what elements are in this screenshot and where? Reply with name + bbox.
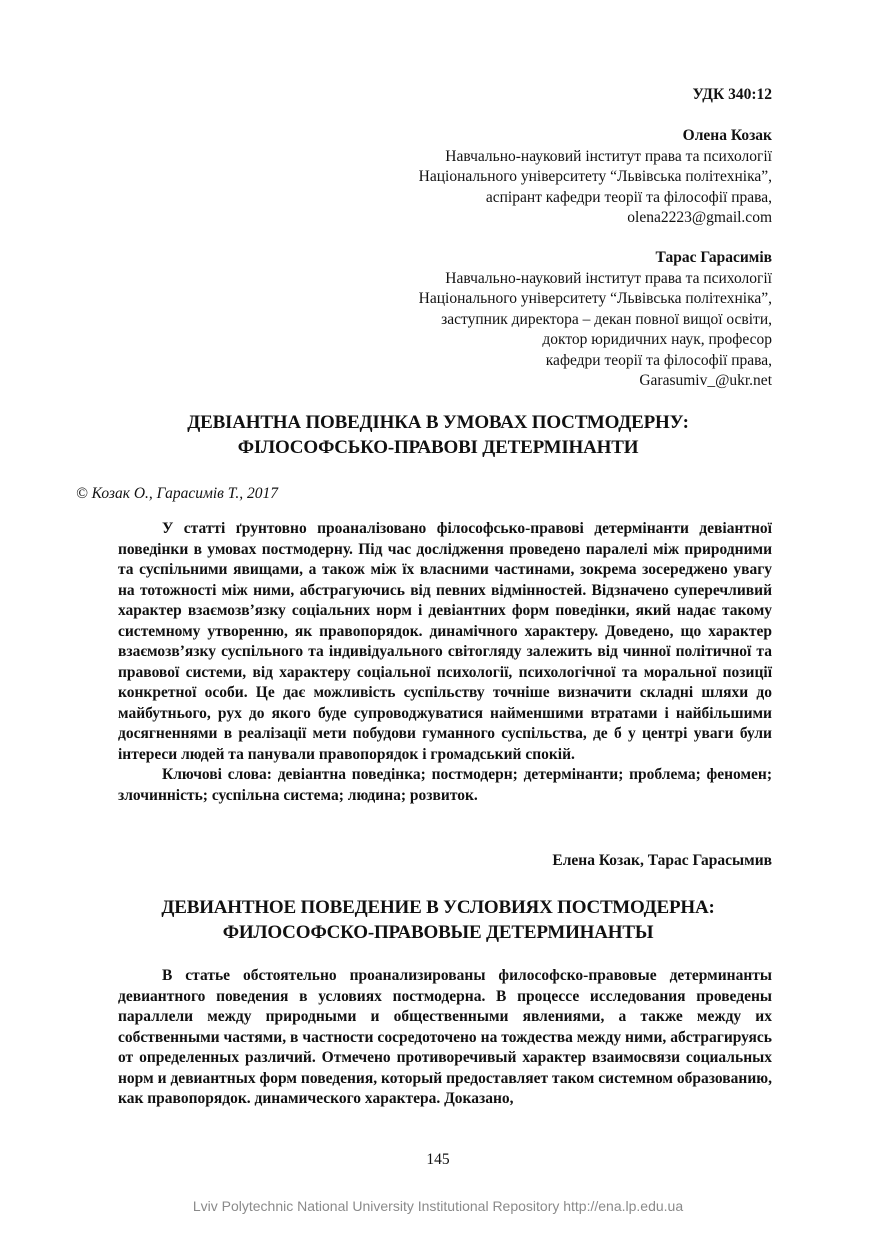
author-name: Тарас Гарасимів xyxy=(655,249,772,266)
title-line: ДЕВІАНТНА ПОВЕДІНКА В УМОВАХ ПОСТМОДЕРНУ: xyxy=(187,412,689,433)
title-line: ФІЛОСОФСЬКО-ПРАВОВІ ДЕТЕРМІНАНТИ xyxy=(237,437,639,458)
repository-footer: Lviv Polytechnic National University Institutional Repository http://ena.lp.edu.ua xyxy=(192,1198,684,1214)
page-number: 145 xyxy=(426,1151,450,1168)
author-affiliation-line: Національного університету “Львівська політехніка”, xyxy=(418,168,772,185)
author-affiliation-line: Навчально-науковий інститут права та психології xyxy=(445,269,772,287)
author-affiliation-line: Національного університету “Львівська політехніка”, xyxy=(418,290,772,307)
author-position-line: заступник директора – декан повної вищої освіти, xyxy=(441,310,772,328)
authors-ru: Елена Козак, Тарас Гарасымив xyxy=(552,852,772,869)
author-block-1 xyxy=(419,126,772,229)
keywords: Ключові слова: девіантна поведінка; постмодерн; детермінанти; проблема; феномен; злочинність; суспільна система; людина; розвиток. xyxy=(118,766,772,804)
title-line: ФИЛОСОФСКО-ПРАВОВЫЕ ДЕТЕРМИНАНТЫ xyxy=(222,922,654,943)
abstract-text: В статье обстоятельно проанализированы философско-правовые детерминанты девиантного поведения в условиях постмодерна. В процессе исследования проведены параллели между природными и общественными явлениями, а также между их собственными частями, в частности сосредоточено на тождества между ними, абстрагируясь от определенных различий. Отмечено противоречивый характер взаимосвязи социальных норм и девиантных форм поведения, который предоставляет таком системном образованию, как правопорядок. динамического характера. Доказано, xyxy=(118,967,772,1107)
author-affiliation-line: Навчально-науковий інститут права та психології xyxy=(445,147,772,165)
author-email[interactable]: Garasumiv_@ukr.net xyxy=(639,372,772,389)
author-block-2 xyxy=(419,248,772,392)
author-name: Олена Козак xyxy=(682,127,772,144)
abstract-ru xyxy=(118,966,772,1110)
author-position-line: аспірант кафедри теорії та філософії права, xyxy=(485,188,772,206)
abstract-text: У статті ґрунтовно проаналізовано філософсько-правові детермінанти девіантної поведінки в умовах постмодерну. Під час дослідження проведено паралелі між природними та суспільними явищами, а також між їх власними частинами, зокрема зосереджено увагу на тотожності між ними, абстрагуючись від певних відмінностей. Відзначено суперечливий характер взаємозв’язку соціальних норм і девіантних форм поведінки, який надає такому системному утворенню, як правопорядок. динамічного характеру. Доведено, що характер взаємозв’язку суспільного та індивідуального світогляду залежить від чинної політичної та правової системи, від характеру соціальної психології, психологічної та моральної позиції конкретної особи. Це дає можливість суспільству точніше визначити складні шляхи до майбутнього, рух до якого буде супроводжуватися найменшими втратами і найбільшими досягненнями в реалізації мети побудови гуманного суспільства, де б у центрі уваги були інтереси людей та панували правопорядок і громадський спокій. xyxy=(118,520,772,763)
author-position-line: доктор юридичних наук, професор xyxy=(542,331,772,348)
udk-code: УДК 340:12 xyxy=(692,86,772,103)
author-position-line: кафедри теорії та філософії права, xyxy=(545,351,772,369)
copyright-notice: © Козак О., Гарасимів Т., 2017 xyxy=(76,485,279,502)
title-line: ДЕВИАНТНОЕ ПОВЕДЕНИЕ В УСЛОВИЯХ ПОСТМОДЕРНА: xyxy=(161,897,715,918)
article-title-ru xyxy=(104,895,772,945)
author-email[interactable]: olena2223@gmail.com xyxy=(627,209,772,226)
article-title-ua xyxy=(104,410,772,460)
abstract-ua xyxy=(118,519,772,806)
